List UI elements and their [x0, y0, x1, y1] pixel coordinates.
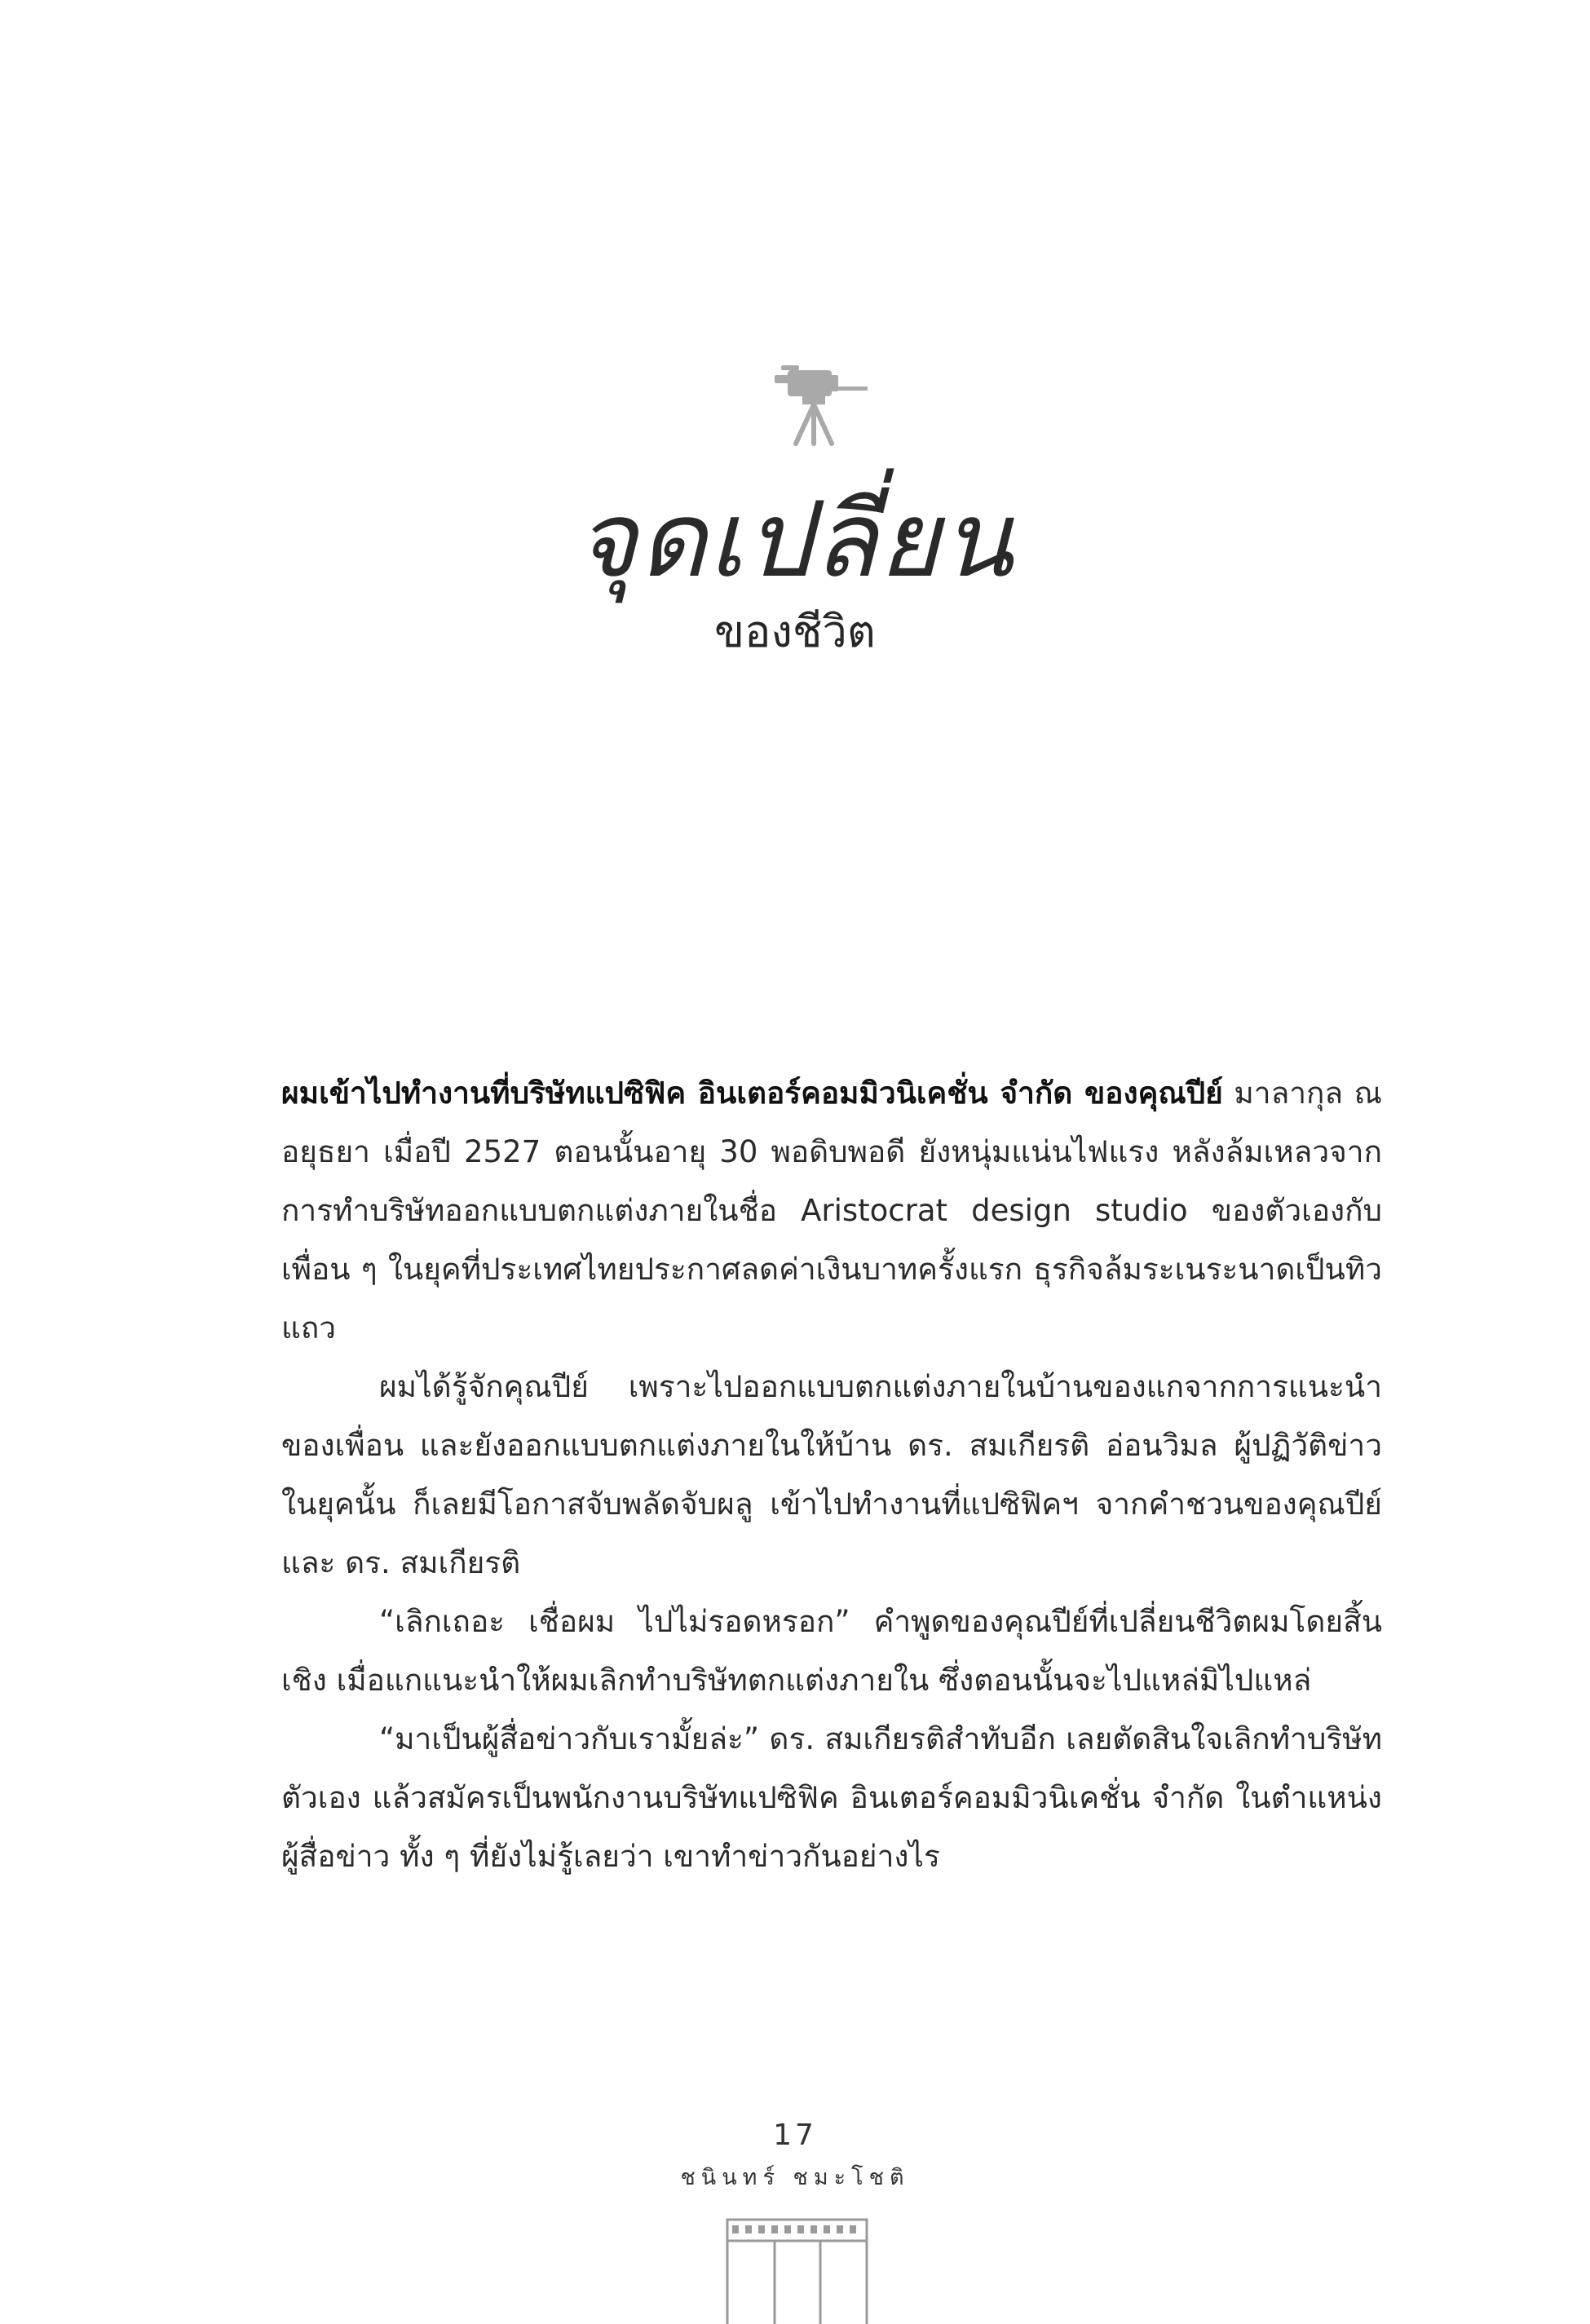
film-strip-icon	[726, 2218, 868, 2324]
paragraph-2: ผมได้รู้จักคุณปีย์ เพราะไปออกแบบตกแต่งภายในบ้านของแกจากการแนะนำของเพื่อน และยังออกแบบตกแต่งภายในให้บ้าน ดร. สมเกียรติ อ่อนวิมล ผู้ปฏิวัติข่าวในยุคนั้น ก็เลยมีโอกาสจับพลัดจับผลู เข้าไปทำงานที่แปซิฟิคฯ จากคำชวนของคุณปีย์ และ ดร. สมเกียรติ	[281, 1369, 1382, 1580]
chapter-title: จุดเปลี่ยน	[575, 479, 1015, 601]
video-camera-on-tripod-icon	[775, 357, 877, 447]
paragraph-1-text: มาลากุล ณ อยุธยา เมื่อปี 2527 ตอนนั้นอายุ 30 พอดิบพอดี ยังหนุ่มแน่นไฟแรง หลังล้มเหลวจากการทำบริษัทออกแบบตกแต่งภายในชื่อ Aristocrat design studio ของตัวเองกับเพื่อน ๆ ในยุคที่ประเทศไทยประกาศลดค่าเงินบาทครั้งแรก ธุรกิจล้มระเนระนาดเป็นทิวแถว	[281, 1076, 1382, 1345]
paragraph-1-lead: ผมเข้าไปทำงานที่บริษัทแปซิฟิค อินเตอร์คอมมิวนิเคชั่น จำกัด ของคุณปีย์	[281, 1076, 1223, 1111]
page-number: 17	[773, 2119, 817, 2152]
author-name: ชนินทร์ ชมะโชติ	[680, 2165, 910, 2190]
body-text	[281, 1064, 1382, 1886]
paragraph-4: “มาเป็นผู้สื่อข่าวกับเรามั้ยล่ะ” ดร. สมเกียรติสำทับอีก เลยตัดสินใจเลิกทำบริษัทตัวเอง แล้วสมัครเป็นพนักงานบริษัทแปซิฟิค อินเตอร์คอมมิวนิเคชั่น จำกัด ในตำแหน่งผู้สื่อข่าว ทั้ง ๆ ที่ยังไม่รู้เลยว่า เขาทำข่าวกันอย่างไร	[281, 1721, 1382, 1874]
paragraph-3: “เลิกเถอะ เชื่อผม ไปไม่รอดหรอก” คำพูดของคุณปีย์ที่เปลี่ยนชีวิตผมโดยสิ้นเชิง เมื่อแกแนะนำให้ผมเลิกทำบริษัทตกแต่งภายใน ซึ่งตอนนั้นจะไปแหล่มิไปแหล่	[281, 1604, 1382, 1698]
chapter-subtitle: ของชีวิต	[714, 606, 876, 657]
paragraph-1	[281, 1064, 1382, 1358]
